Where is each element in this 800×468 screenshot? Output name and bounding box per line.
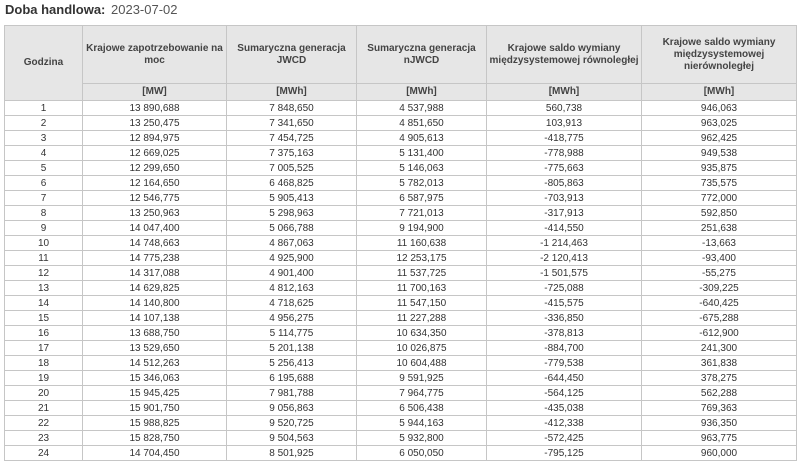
cell-demand: 15 945,425 bbox=[83, 386, 227, 401]
table-row bbox=[5, 386, 797, 401]
column-header-jwcd: Sumaryczna generacja JWCD bbox=[227, 26, 357, 84]
cell-njwcd: 6 587,975 bbox=[357, 191, 487, 206]
cell-parallel-exchange: -378,813 bbox=[487, 326, 642, 341]
cell-jwcd: 7 341,650 bbox=[227, 116, 357, 131]
cell-jwcd: 5 298,963 bbox=[227, 206, 357, 221]
cell-nonparallel-exchange: -13,663 bbox=[642, 236, 797, 251]
table-body bbox=[5, 101, 797, 461]
column-header-nonparallel-exchange: Krajowe saldo wymiany międzysystemowej nierównoległej bbox=[642, 26, 797, 84]
cell-parallel-exchange: -572,425 bbox=[487, 431, 642, 446]
cell-demand: 12 669,025 bbox=[83, 146, 227, 161]
cell-jwcd: 5 905,413 bbox=[227, 191, 357, 206]
cell-parallel-exchange: -564,125 bbox=[487, 386, 642, 401]
cell-jwcd: 5 256,413 bbox=[227, 356, 357, 371]
cell-parallel-exchange: -1 501,575 bbox=[487, 266, 642, 281]
cell-hour: 20 bbox=[5, 386, 83, 401]
cell-njwcd: 4 905,613 bbox=[357, 131, 487, 146]
cell-hour: 17 bbox=[5, 341, 83, 356]
cell-jwcd: 5 201,138 bbox=[227, 341, 357, 356]
table-row bbox=[5, 116, 797, 131]
cell-njwcd: 7 964,775 bbox=[357, 386, 487, 401]
cell-nonparallel-exchange: 963,775 bbox=[642, 431, 797, 446]
cell-hour: 9 bbox=[5, 221, 83, 236]
table-row bbox=[5, 326, 797, 341]
cell-hour: 24 bbox=[5, 446, 83, 461]
column-header-parallel-exchange: Krajowe saldo wymiany międzysystemowej równoległej bbox=[487, 26, 642, 84]
trading-day-label: Doba handlowa: bbox=[5, 2, 106, 17]
column-header-njwcd: Sumaryczna generacja nJWCD bbox=[357, 26, 487, 84]
unit-jwcd: [MWh] bbox=[227, 84, 357, 101]
cell-hour: 18 bbox=[5, 356, 83, 371]
cell-hour: 23 bbox=[5, 431, 83, 446]
cell-hour: 12 bbox=[5, 266, 83, 281]
cell-nonparallel-exchange: 251,638 bbox=[642, 221, 797, 236]
cell-hour: 16 bbox=[5, 326, 83, 341]
table-row bbox=[5, 206, 797, 221]
cell-demand: 15 901,750 bbox=[83, 401, 227, 416]
cell-hour: 8 bbox=[5, 206, 83, 221]
cell-njwcd: 5 944,163 bbox=[357, 416, 487, 431]
table-row bbox=[5, 371, 797, 386]
cell-parallel-exchange: -415,575 bbox=[487, 296, 642, 311]
cell-demand: 15 988,825 bbox=[83, 416, 227, 431]
cell-demand: 12 894,975 bbox=[83, 131, 227, 146]
cell-parallel-exchange: -1 214,463 bbox=[487, 236, 642, 251]
cell-nonparallel-exchange: 378,275 bbox=[642, 371, 797, 386]
cell-njwcd: 5 131,400 bbox=[357, 146, 487, 161]
cell-hour: 2 bbox=[5, 116, 83, 131]
table-row bbox=[5, 161, 797, 176]
cell-jwcd: 4 901,400 bbox=[227, 266, 357, 281]
cell-hour: 10 bbox=[5, 236, 83, 251]
cell-jwcd: 4 956,275 bbox=[227, 311, 357, 326]
cell-parallel-exchange: -805,863 bbox=[487, 176, 642, 191]
cell-nonparallel-exchange: 935,875 bbox=[642, 161, 797, 176]
cell-nonparallel-exchange: 592,850 bbox=[642, 206, 797, 221]
trading-day-header bbox=[5, 2, 178, 18]
cell-parallel-exchange: -644,450 bbox=[487, 371, 642, 386]
cell-parallel-exchange: 103,913 bbox=[487, 116, 642, 131]
cell-parallel-exchange: -779,538 bbox=[487, 356, 642, 371]
cell-parallel-exchange: -703,913 bbox=[487, 191, 642, 206]
cell-jwcd: 4 718,625 bbox=[227, 296, 357, 311]
cell-nonparallel-exchange: 241,300 bbox=[642, 341, 797, 356]
table-row bbox=[5, 341, 797, 356]
cell-nonparallel-exchange: 769,363 bbox=[642, 401, 797, 416]
cell-parallel-exchange: -795,125 bbox=[487, 446, 642, 461]
cell-njwcd: 10 026,875 bbox=[357, 341, 487, 356]
cell-njwcd: 4 537,988 bbox=[357, 101, 487, 116]
cell-demand: 14 704,450 bbox=[83, 446, 227, 461]
cell-nonparallel-exchange: 962,425 bbox=[642, 131, 797, 146]
cell-parallel-exchange: -418,775 bbox=[487, 131, 642, 146]
cell-demand: 12 546,775 bbox=[83, 191, 227, 206]
cell-njwcd: 9 591,925 bbox=[357, 371, 487, 386]
cell-jwcd: 7 848,650 bbox=[227, 101, 357, 116]
table-row bbox=[5, 446, 797, 461]
cell-demand: 14 629,825 bbox=[83, 281, 227, 296]
cell-hour: 7 bbox=[5, 191, 83, 206]
cell-demand: 14 317,088 bbox=[83, 266, 227, 281]
cell-jwcd: 8 501,925 bbox=[227, 446, 357, 461]
table-row bbox=[5, 251, 797, 266]
cell-demand: 14 512,263 bbox=[83, 356, 227, 371]
table-row bbox=[5, 221, 797, 236]
cell-nonparallel-exchange: -675,288 bbox=[642, 311, 797, 326]
cell-jwcd: 9 520,725 bbox=[227, 416, 357, 431]
table-row bbox=[5, 416, 797, 431]
cell-parallel-exchange: -2 120,413 bbox=[487, 251, 642, 266]
cell-jwcd: 9 504,563 bbox=[227, 431, 357, 446]
cell-njwcd: 11 547,150 bbox=[357, 296, 487, 311]
cell-hour: 3 bbox=[5, 131, 83, 146]
table-row bbox=[5, 191, 797, 206]
cell-njwcd: 5 782,013 bbox=[357, 176, 487, 191]
cell-parallel-exchange: -414,550 bbox=[487, 221, 642, 236]
cell-hour: 14 bbox=[5, 296, 83, 311]
cell-jwcd: 7 375,163 bbox=[227, 146, 357, 161]
cell-njwcd: 12 253,175 bbox=[357, 251, 487, 266]
cell-jwcd: 4 925,900 bbox=[227, 251, 357, 266]
unit-nonparallel-exchange: [MWh] bbox=[642, 84, 797, 101]
table-row bbox=[5, 236, 797, 251]
cell-demand: 13 250,475 bbox=[83, 116, 227, 131]
cell-nonparallel-exchange: 735,575 bbox=[642, 176, 797, 191]
cell-parallel-exchange: -775,663 bbox=[487, 161, 642, 176]
cell-nonparallel-exchange: 562,288 bbox=[642, 386, 797, 401]
cell-demand: 14 047,400 bbox=[83, 221, 227, 236]
cell-nonparallel-exchange: 963,025 bbox=[642, 116, 797, 131]
cell-parallel-exchange: -884,700 bbox=[487, 341, 642, 356]
cell-njwcd: 4 851,650 bbox=[357, 116, 487, 131]
column-header-hour: Godzina bbox=[5, 26, 83, 101]
table-row bbox=[5, 281, 797, 296]
cell-demand: 12 299,650 bbox=[83, 161, 227, 176]
cell-demand: 13 250,963 bbox=[83, 206, 227, 221]
cell-jwcd: 7 454,725 bbox=[227, 131, 357, 146]
cell-nonparallel-exchange: 361,838 bbox=[642, 356, 797, 371]
cell-jwcd: 5 114,775 bbox=[227, 326, 357, 341]
cell-demand: 14 775,238 bbox=[83, 251, 227, 266]
cell-nonparallel-exchange: -93,400 bbox=[642, 251, 797, 266]
units-header-row bbox=[5, 84, 797, 101]
table-row bbox=[5, 296, 797, 311]
trading-day-date: 2023-07-02 bbox=[111, 2, 178, 17]
cell-hour: 21 bbox=[5, 401, 83, 416]
cell-demand: 13 688,750 bbox=[83, 326, 227, 341]
table-row bbox=[5, 431, 797, 446]
cell-jwcd: 6 468,825 bbox=[227, 176, 357, 191]
table-row bbox=[5, 266, 797, 281]
cell-nonparallel-exchange: 946,063 bbox=[642, 101, 797, 116]
cell-nonparallel-exchange: -55,275 bbox=[642, 266, 797, 281]
cell-njwcd: 10 604,488 bbox=[357, 356, 487, 371]
cell-njwcd: 11 700,163 bbox=[357, 281, 487, 296]
cell-parallel-exchange: -336,850 bbox=[487, 311, 642, 326]
cell-demand: 15 346,063 bbox=[83, 371, 227, 386]
cell-hour: 1 bbox=[5, 101, 83, 116]
cell-jwcd: 4 867,063 bbox=[227, 236, 357, 251]
cell-parallel-exchange: -317,913 bbox=[487, 206, 642, 221]
cell-njwcd: 6 050,050 bbox=[357, 446, 487, 461]
cell-njwcd: 10 634,350 bbox=[357, 326, 487, 341]
cell-njwcd: 6 506,438 bbox=[357, 401, 487, 416]
cell-hour: 6 bbox=[5, 176, 83, 191]
cell-hour: 11 bbox=[5, 251, 83, 266]
cell-parallel-exchange: -778,988 bbox=[487, 146, 642, 161]
column-header-row bbox=[5, 26, 797, 84]
cell-njwcd: 5 146,063 bbox=[357, 161, 487, 176]
cell-jwcd: 6 195,688 bbox=[227, 371, 357, 386]
unit-njwcd: [MWh] bbox=[357, 84, 487, 101]
cell-hour: 15 bbox=[5, 311, 83, 326]
cell-jwcd: 9 056,863 bbox=[227, 401, 357, 416]
cell-njwcd: 11 160,638 bbox=[357, 236, 487, 251]
cell-njwcd: 7 721,013 bbox=[357, 206, 487, 221]
cell-demand: 12 164,650 bbox=[83, 176, 227, 191]
table-row bbox=[5, 401, 797, 416]
cell-demand: 13 890,688 bbox=[83, 101, 227, 116]
cell-parallel-exchange: -725,088 bbox=[487, 281, 642, 296]
unit-parallel-exchange: [MWh] bbox=[487, 84, 642, 101]
table-row bbox=[5, 356, 797, 371]
cell-parallel-exchange: -412,338 bbox=[487, 416, 642, 431]
table-row bbox=[5, 146, 797, 161]
cell-jwcd: 7 005,525 bbox=[227, 161, 357, 176]
cell-demand: 14 107,138 bbox=[83, 311, 227, 326]
table-row bbox=[5, 131, 797, 146]
power-data-table bbox=[4, 25, 797, 461]
table-row bbox=[5, 101, 797, 116]
cell-hour: 5 bbox=[5, 161, 83, 176]
cell-hour: 19 bbox=[5, 371, 83, 386]
cell-njwcd: 11 537,725 bbox=[357, 266, 487, 281]
cell-nonparallel-exchange: -309,225 bbox=[642, 281, 797, 296]
unit-demand: [MW] bbox=[83, 84, 227, 101]
cell-jwcd: 4 812,163 bbox=[227, 281, 357, 296]
cell-nonparallel-exchange: 949,538 bbox=[642, 146, 797, 161]
cell-demand: 14 140,800 bbox=[83, 296, 227, 311]
table-row bbox=[5, 176, 797, 191]
cell-demand: 13 529,650 bbox=[83, 341, 227, 356]
column-header-demand: Krajowe zapotrzebowanie na moc bbox=[83, 26, 227, 84]
cell-hour: 13 bbox=[5, 281, 83, 296]
cell-nonparallel-exchange: 772,000 bbox=[642, 191, 797, 206]
cell-njwcd: 11 227,288 bbox=[357, 311, 487, 326]
cell-parallel-exchange: 560,738 bbox=[487, 101, 642, 116]
cell-nonparallel-exchange: 936,350 bbox=[642, 416, 797, 431]
cell-nonparallel-exchange: 960,000 bbox=[642, 446, 797, 461]
cell-parallel-exchange: -435,038 bbox=[487, 401, 642, 416]
cell-hour: 4 bbox=[5, 146, 83, 161]
cell-demand: 14 748,663 bbox=[83, 236, 227, 251]
cell-jwcd: 7 981,788 bbox=[227, 386, 357, 401]
cell-hour: 22 bbox=[5, 416, 83, 431]
cell-nonparallel-exchange: -640,425 bbox=[642, 296, 797, 311]
table-row bbox=[5, 311, 797, 326]
cell-nonparallel-exchange: -612,900 bbox=[642, 326, 797, 341]
cell-demand: 15 828,750 bbox=[83, 431, 227, 446]
cell-njwcd: 9 194,900 bbox=[357, 221, 487, 236]
cell-njwcd: 5 932,800 bbox=[357, 431, 487, 446]
cell-jwcd: 5 066,788 bbox=[227, 221, 357, 236]
